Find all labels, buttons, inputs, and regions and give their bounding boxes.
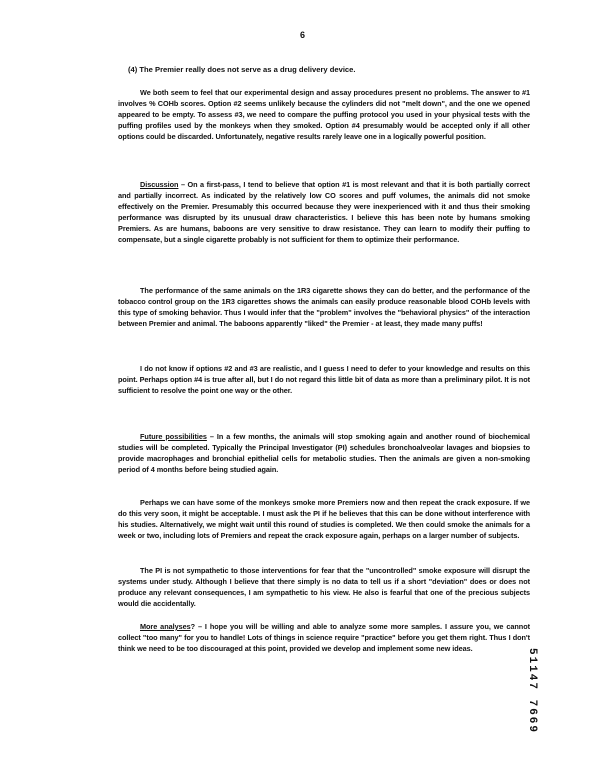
paragraph-7-text: The PI is not sympathetic to those interventions for fear that the "uncontrolled" smoke exposure will disrupt the systems under study. Although I believe that there simply is no data to tell us if a short "deviation" does or does not produce any relevant consequences, I am sympathetic to his view. He also is fearful that one of the precious subjects would die accidentally. bbox=[118, 566, 530, 608]
paragraph-analyses-text bbox=[118, 622, 530, 655]
paragraph-6 bbox=[118, 498, 530, 542]
discussion-label: Discussion bbox=[140, 180, 179, 189]
page-number: 6 bbox=[299, 30, 305, 40]
future-body: – In a few months, the animals will stop smoking again and another round of biochemical studies will be completed. Typically the Principal Investigator (PI) schedules bronchoalveolar lavages and biopsies to provide macrophages and bronchial epithelial cells for metabolic studies. Then the animals are given a non-smoking period of 4 months before being studied again. bbox=[118, 432, 530, 474]
paragraph-3-text: The performance of the same animals on the 1R3 cigarette shows they can do better, and the performance of the tobacco control group on the 1R3 cigarettes shows the animals can easily produce reasonable blood COHb levels with this type of smoking behavior. Thus I would infer that the "problem" involves the "behavioral physics" of the interaction between Premier and animal. The baboons apparently "liked" the Premier - at least, they made many puffs! bbox=[118, 286, 530, 328]
discussion-body: – On a first-pass, I tend to believe that option #1 is most relevant and that it is both partially correct and partially incorrect. As indicated by the relatively low CO scores and puff volumes, the animals did not smoke effectively on the Premier. Presumably this occurred because they were inexperienced with it and thus their smoking performance was disrupted by its unusual draw characteristics. I believe this has been note by humans smoking Premiers. As are humans, baboons are very sensitive to draw resistance. They can learn to modify their puffing to compensate, but a single cigarette probably is not sufficient for them to optimize their performance. bbox=[118, 180, 530, 244]
paragraph-discussion bbox=[118, 180, 530, 245]
paragraph-1 bbox=[118, 88, 530, 143]
bates-number: 51147 7669 bbox=[526, 648, 538, 735]
analyses-body: ? – I hope you will be willing and able to analyze some more samples. I assure you, we cannot collect "too many" for you to handle! Lots of things in science require "practice" before you get them right. Thus I don't think we need to be too discouraged at this point, provided we develop and implement some new ideas. bbox=[118, 622, 530, 653]
paragraph-3 bbox=[118, 286, 530, 330]
paragraph-6-text: Perhaps we can have some of the monkeys smoke more Premiers now and then repeat the crack exposure. If we do this very soon, it might be acceptable. I must ask the PI if he believes that this can be done without interference with his studies. Alternatively, we might wait until this round of studies is completed. We then could smoke the animals for a week or two, including lots of Premiers and repeat the crack exposure again, perhaps on a larger number of subjects. bbox=[118, 498, 530, 540]
paragraph-discussion-text bbox=[118, 180, 530, 245]
paragraph-4-text: I do not know if options #2 and #3 are realistic, and I guess I need to defer to your knowledge and results on this point. Perhaps option #4 is true after all, but I do not regard this little bit of data as more than a preliminary pilot. It is not sufficient to resolve the point one way or the other. bbox=[118, 364, 530, 395]
paragraph-future-text bbox=[118, 432, 530, 476]
paragraph-future bbox=[118, 432, 530, 476]
future-possibilities-label: Future possibilities bbox=[140, 432, 207, 441]
paragraph-1-text: We both seem to feel that our experimental design and assay procedures present no problems. The answer to #1 involves % COHb scores. Option #2 seems unlikely because the cylinders did not "melt down", and the one we opened appeared to be empty. To assess #3, we need to compare the puffing protocol you used in your physical tests with the puffing profiles used by the monkeys when they smoked. Option #4 presumably would be accepted only if all other options could be discarded. Unfortunately, negative results rarely leave one in a logically powerful position. bbox=[118, 88, 530, 141]
paragraph-7 bbox=[118, 566, 530, 610]
more-analyses-label: More analyses bbox=[140, 622, 191, 631]
paragraph-4 bbox=[118, 364, 530, 397]
paragraph-analyses bbox=[118, 622, 530, 655]
section-heading: (4) The Premier really does not serve as a drug delivery device. bbox=[128, 65, 356, 74]
